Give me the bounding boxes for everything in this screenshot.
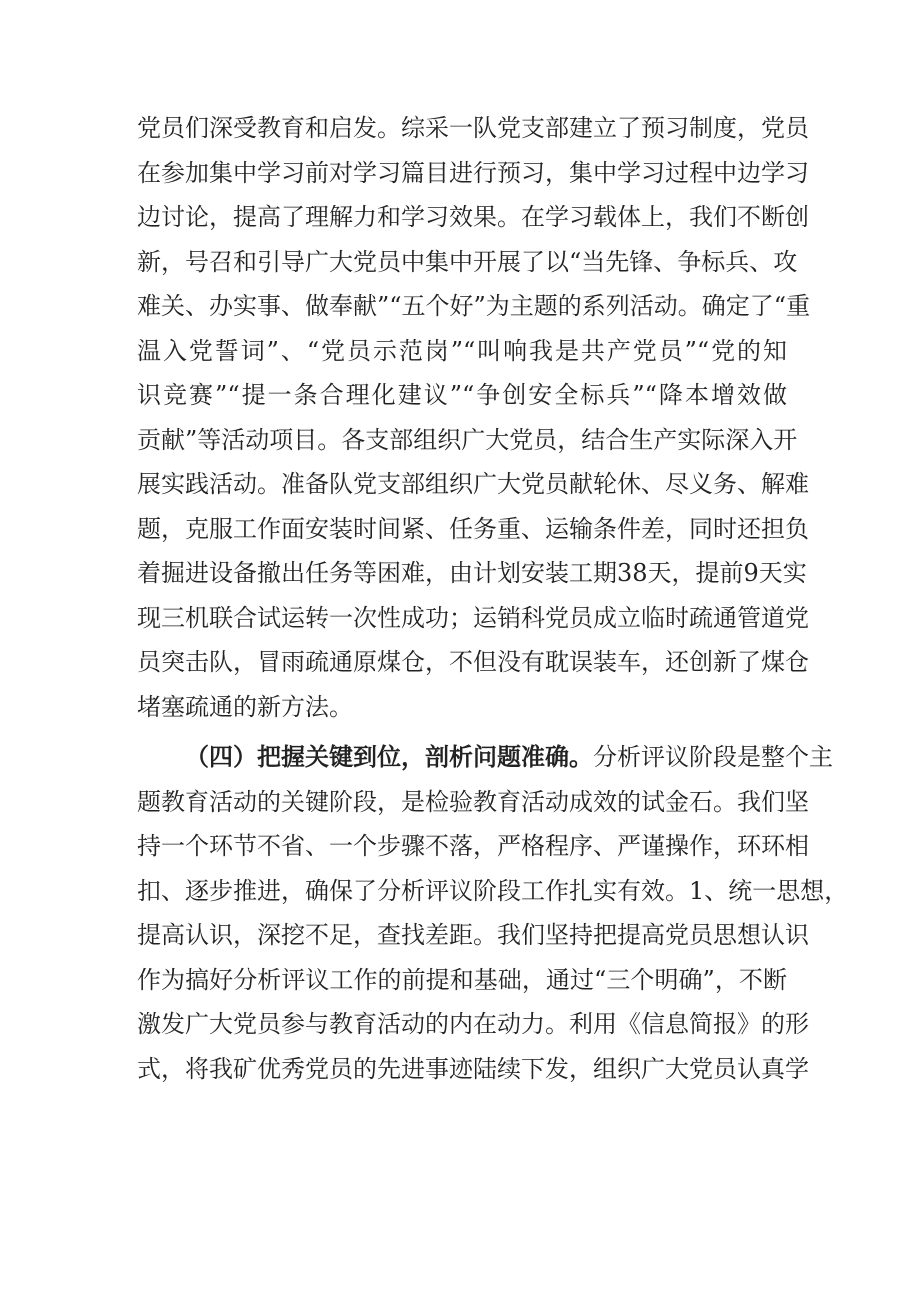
paragraph-2-line-3: 持一个环节不省、一个步骤不落，严格程序、严谨操作，环环相 <box>137 832 809 860</box>
paragraph-1-line-1: 党员们深受教育和启发。综采一队党支部建立了预习制度，党员 <box>137 114 809 142</box>
paragraph-2-line-8: 式，将我矿优秀党员的先进事迹陆续下发，组织广大党员认真学 <box>137 1054 809 1083</box>
paragraph-1-line-9: 展实践活动。准备队党支部组织广大党员献轮休、尽义务、解难 <box>137 470 809 498</box>
paragraph-2-line-1 <box>137 735 833 780</box>
paragraph-2-line-1-text: 分析评议阶段是整个主 <box>593 743 833 771</box>
paragraph-1-line-10: 题，克服工作面安装时间紧、任务重、运输条件差，同时还担负 <box>137 514 809 543</box>
paragraph-1-line-11: 着掘进设备撤出任务等困难，由计划安装工期38天，提前9天实 <box>137 559 807 587</box>
paragraph-1-line-6: 温入党誓词”、“党员示范岗”“叫响我是共产党员”“党的知 <box>137 336 787 365</box>
paragraph-2-line-7: 激发广大党员参与教育活动的内在动力。利用《信息简报》的形 <box>137 1010 809 1038</box>
paragraph-2-line-2: 题教育活动的关键阶段，是检验教育活动成效的试金石。我们坚 <box>137 787 809 816</box>
paragraph-1-line-4: 新，号召和引导广大党员中集中开展了以“当先锋、争标兵、攻 <box>137 247 798 276</box>
paragraph-1-line-5: 难关、办实事、做奉献”“五个好”为主题的系列活动。确定了“重 <box>137 292 811 320</box>
document-body <box>137 106 849 1091</box>
paragraph-2-line-5: 提高认识，深挖不足，查找差距。我们坚持把提高党员思想认识 <box>137 921 809 949</box>
section-heading: （四）把握关键到位，剖析问题准确。 <box>185 742 593 771</box>
paragraph-1-line-8: 贡献”等活动项目。各支部组织广大党员，结合生产实际深入开 <box>137 425 798 454</box>
paragraph-2-line-6: 作为搞好分析评议工作的前提和基础，通过“三个明确”，不断 <box>137 965 787 994</box>
paragraph-1-line-14: 堵塞疏通的新方法。 <box>137 692 353 721</box>
paragraph-1-line-3: 边讨论，提高了理解力和学习效果。在学习载体上，我们不断创 <box>137 203 809 231</box>
paragraph-2-line-4: 扣、逐步推进，确保了分析评议阶段工作扎实有效。1、统一思想， <box>137 876 849 905</box>
paragraph-1-line-12: 现三机联合试运转一次性成功；运销科党员成立临时疏通管道党 <box>137 603 809 632</box>
paragraph-1-line-7: 识竞赛”“提一条合理化建议”“争创安全标兵”“降本增效做 <box>137 381 787 409</box>
paragraph-1-line-2: 在参加集中学习前对学习篇目进行预习，集中学习过程中边学习 <box>137 158 809 187</box>
paragraph-1-line-13: 员突击队，冒雨疏通原煤仓，不但没有耽误装车，还创新了煤仓 <box>137 648 809 676</box>
